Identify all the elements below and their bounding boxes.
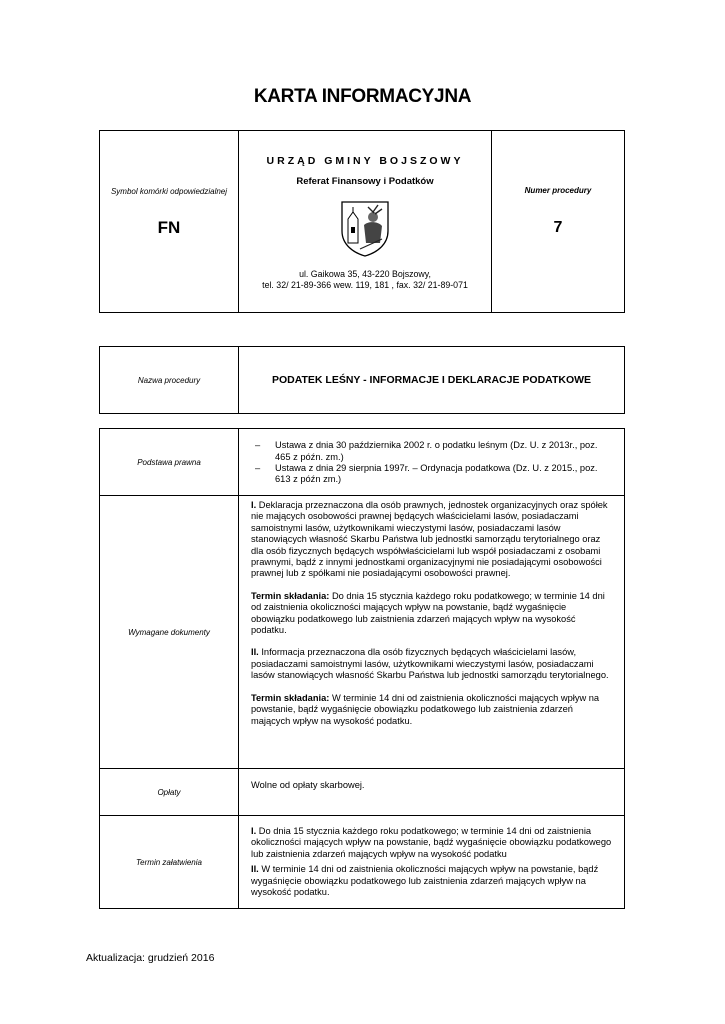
address-line-1: ul. Gaikowa 35, 43-220 Bojszowy,: [299, 268, 431, 279]
deadline-text-2: W terminie 14 dni od zaistnienia okoliczności mających wpływ na powstanie, bądź wygaśnięcie obowiązku podatkowego lub zaistnienia zdarzeń mających wpływ na wysokość podatku.: [251, 864, 599, 898]
documents-term-1: [251, 591, 612, 637]
documents-label: Wymagane dokumenty: [100, 496, 239, 769]
header-table: [99, 130, 625, 313]
documents-cell: [239, 496, 625, 769]
legal-basis-item: – Ustawa z dnia 29 sierpnia 1997r. – Ordynacja podatkowa (Dz. U. z 2015., poz. 613 z późn zm.): [249, 463, 614, 486]
page-title: KARTA INFORMACYJNA: [253, 86, 472, 107]
deadline-marker-2: II.: [251, 864, 259, 875]
deadline-paragraph-1: [251, 826, 612, 860]
documents-term-1-text: Do dnia 15 stycznia każdego roku podatkowego; w terminie 14 dni od zaistnienia okoliczności mających wpływ na powstanie, bądź wygaśnięcie obowiązku podatkowego lub zaistnienia zdarzeń mających wpływ na wysokość podatku.: [251, 590, 605, 636]
deadline-cell: [239, 816, 625, 909]
legal-basis-label: Podstawa prawna: [100, 429, 239, 496]
procedure-name: PODATEK LEŚNY - INFORMACJE I DEKLARACJE PODATKOWE: [239, 347, 625, 414]
procedure-name-label: Nazwa procedury: [100, 347, 239, 414]
office-cell: [239, 131, 492, 313]
department-name: Referat Finansowy i Podatków: [296, 175, 434, 187]
number-cell: [492, 131, 625, 313]
legal-basis-item: – Ustawa z dnia 30 października 2002 r. o podatku leśnym (Dz. U. z 2013r., poz. 465 z późn. zm.): [249, 440, 614, 463]
address-line-2: tel. 32/ 21-89-366 wew. 119, 181 , fax. 32/ 21-89-071: [262, 279, 468, 290]
procedure-number: 7: [553, 219, 563, 236]
office-address: [239, 269, 491, 291]
legal-basis-cell: [239, 429, 625, 496]
deadline-label: Termin załatwienia: [100, 816, 239, 909]
documents-text-1: Deklaracja przeznaczona dla osób prawnych, jednostek organizacyjnych oraz spółek nie mających osobowości prawnej będących właścicielami lasów, posiadaczami samoistnymi lasów, użytkownikami wieczystymi lasów, posiadaczami lasów stanowiących własność Skarbu Państwa lub jednostki samorządu terytorialnego oraz dla osób fizycznych będących współwłaścicielami lub współ posiadaczami z osobami prawnymi, bądź z innymi jednostkami organizacyjnymi nie posiadającymi osobowości prawnej lub z spółkami nie posiadającymi osobowości prawnej.: [251, 500, 608, 579]
documents-paragraph-2: [251, 647, 612, 681]
symbol-cell: [100, 131, 239, 313]
procedure-name-table: [99, 346, 625, 414]
symbol-label: Symbol komórki odpowiedzialnej: [110, 187, 228, 196]
deadline-paragraph-2: [251, 864, 612, 898]
documents-term-2-text: W terminie 14 dni od zaistnienia okoliczności mających wpływ na powstanie, bądź wygaśnięcie obowiązku podatkowego lub zaistnienia zdarzeń mających wpływ na wysokość podatku.: [251, 692, 600, 726]
fees-text: Wolne od opłaty skarbowej.: [239, 769, 625, 816]
documents-text-2: Informacja przeznaczona dla osób fizycznych będących właścicielami lasów, posiadaczami samoistnymi lasów, użytkownikami wieczystymi lasów, posiadaczami lasów stanowiących własność Skarbu Państwa lub jednostki samorządu terytorialnego.: [251, 647, 609, 681]
details-table: [99, 428, 625, 909]
deadline-text-1: Do dnia 15 stycznia każdego roku podatkowego; w terminie 14 dni od zaistnienia okoliczności mających wpływ na powstanie, bądź wygaśnięcie obowiązku podatkowego lub zaistnienia zdarzeń mających wpływ na wysokość podatku: [251, 826, 612, 859]
documents-term-2-label: Termin składania:: [251, 692, 330, 703]
documents-marker-2: II.: [251, 647, 259, 658]
coat-of-arms-icon: [340, 199, 390, 257]
documents-term-1-label: Termin składania:: [251, 590, 330, 601]
deadline-marker-1: I.: [251, 826, 257, 836]
documents-marker-1: I.: [251, 500, 257, 510]
symbol-value: FN: [157, 218, 181, 237]
fees-label: Opłaty: [100, 769, 239, 816]
procedure-number-label: Numer procedury: [524, 186, 592, 195]
documents-paragraph-1: [251, 500, 612, 580]
documents-term-2: [251, 693, 612, 727]
office-name: URZĄD GMINY BOJSZOWY: [266, 154, 464, 167]
update-date: Aktualizacja: grudzień 2016: [86, 952, 215, 964]
